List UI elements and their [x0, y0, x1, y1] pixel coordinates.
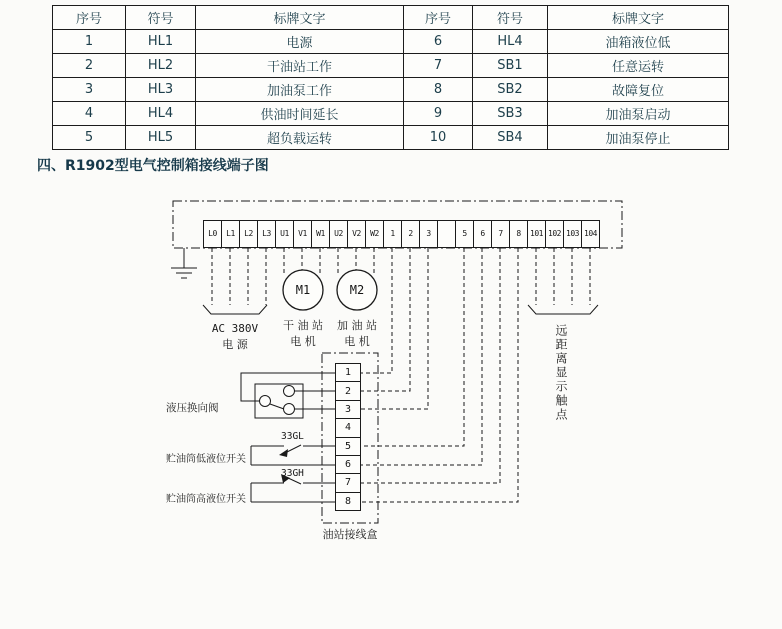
cell-index: 3 — [53, 78, 126, 102]
motor1-label-line1: 干 油 站 — [283, 319, 323, 332]
col-header: 序号 — [53, 6, 126, 30]
junction-terminal-block — [335, 363, 361, 511]
cell-text: 油箱液位低 — [548, 30, 729, 54]
cell-index: 4 — [53, 102, 126, 126]
power-supply-line2: 电 源 — [222, 338, 248, 351]
junction-terminal-3: 3 — [336, 400, 360, 418]
cell-text: 干油站工作 — [196, 54, 404, 78]
terminal-L1: L1 — [221, 220, 240, 248]
terminal-3: 3 — [419, 220, 438, 248]
motor1-wires — [284, 248, 320, 273]
motor2-label-line1: 加 油 站 — [337, 319, 377, 332]
cell-text: 故障复位 — [548, 78, 729, 102]
cell-index: 7 — [404, 54, 473, 78]
valve-lower-contact — [284, 404, 295, 415]
motor1-label-line2: 电 机 — [290, 335, 316, 348]
terminal-6: 6 — [473, 220, 492, 248]
terminal-blank — [437, 220, 456, 248]
terminal-104: 104 — [581, 220, 600, 248]
terminal-8: 8 — [509, 220, 528, 248]
valve-upper-contact — [284, 386, 295, 397]
junction-terminal-2: 2 — [336, 381, 360, 399]
col-header: 序号 — [404, 6, 473, 30]
motor2-label — [317, 318, 397, 350]
motor2-name: M2 — [349, 283, 365, 297]
junction-terminal-8: 8 — [336, 492, 360, 510]
cell-text: 加油泵停止 — [548, 126, 729, 150]
cell-symbol: SB1 — [473, 54, 548, 78]
cell-symbol: HL5 — [126, 126, 196, 150]
terminal-V1: V1 — [293, 220, 312, 248]
cell-symbol: HL4 — [473, 30, 548, 54]
terminal-7: 7 — [491, 220, 510, 248]
power-wires — [212, 248, 266, 305]
terminal-W1: W1 — [311, 220, 330, 248]
terminal-2: 2 — [401, 220, 420, 248]
cell-symbol: HL3 — [126, 78, 196, 102]
cell-text: 超负载运转 — [196, 126, 404, 150]
junction-terminal-5: 5 — [336, 437, 360, 455]
cell-symbol: SB3 — [473, 102, 548, 126]
junction-terminal-7: 7 — [336, 473, 360, 491]
valve-common-contact — [260, 396, 271, 407]
valve-contact-group — [241, 373, 335, 418]
terminal-5: 5 — [455, 220, 474, 248]
terminal-101: 101 — [527, 220, 546, 248]
power-brace — [203, 305, 267, 314]
low-switch-tag: 33GL — [281, 431, 304, 442]
terminal-V2: V2 — [347, 220, 366, 248]
cell-text: 加油泵启动 — [548, 102, 729, 126]
ground-icon — [171, 248, 197, 278]
terminal-L3: L3 — [257, 220, 276, 248]
terminal-U1: U1 — [275, 220, 294, 248]
cell-text: 加油泵工作 — [196, 78, 404, 102]
power-supply-line1: AC 380V — [211, 322, 259, 335]
section-heading: 四、R1902型电气控制箱接线端子图 — [37, 158, 269, 174]
junction-terminal-4: 4 — [336, 418, 360, 436]
terminal-L0: L0 — [203, 220, 222, 248]
remote-display-brace — [528, 305, 598, 314]
cell-index: 9 — [404, 102, 473, 126]
cell-symbol: HL1 — [126, 30, 196, 54]
col-header: 标牌文字 — [196, 6, 404, 30]
cell-text: 电源 — [196, 30, 404, 54]
terminal-103: 103 — [563, 220, 582, 248]
remote-display-wires — [536, 248, 590, 305]
cell-index: 6 — [404, 30, 473, 54]
junction-terminal-6: 6 — [336, 455, 360, 473]
col-header: 标牌文字 — [548, 6, 729, 30]
motor2-wires — [338, 248, 374, 273]
motor2-label-line2: 电 机 — [344, 335, 370, 348]
cell-text: 任意运转 — [548, 54, 729, 78]
cell-symbol: HL2 — [126, 54, 196, 78]
terminal-1: 1 — [383, 220, 402, 248]
cell-text: 供油时间延长 — [196, 102, 404, 126]
low-switch-label: 贮油筒低液位开关 — [166, 454, 246, 465]
cell-index: 1 — [53, 30, 126, 54]
high-switch-label: 贮油筒高液位开关 — [166, 494, 246, 505]
junction-box-label: 油站接线盒 — [322, 528, 378, 541]
terminal-U2: U2 — [329, 220, 348, 248]
cell-symbol: SB2 — [473, 78, 548, 102]
remote-display-label: 远距离显示触点 — [554, 324, 568, 422]
col-header: 符号 — [473, 6, 548, 30]
valve-label: 液压换向阀 — [166, 402, 219, 414]
junction-terminal-1: 1 — [344, 367, 352, 379]
junction-wires — [361, 248, 518, 502]
motor1-name: M1 — [295, 283, 311, 297]
valve-switch-arm — [270, 404, 284, 409]
cell-symbol: SB4 — [473, 126, 548, 150]
cell-index: 10 — [404, 126, 473, 150]
terminal-L2: L2 — [239, 220, 258, 248]
terminal-102: 102 — [545, 220, 564, 248]
high-switch-tag: 33GH — [281, 468, 304, 479]
cell-symbol: HL4 — [126, 102, 196, 126]
cell-index: 5 — [53, 126, 126, 150]
cell-index: 8 — [404, 78, 473, 102]
terminal-W2: W2 — [365, 220, 384, 248]
cell-index: 2 — [53, 54, 126, 78]
col-header: 符号 — [126, 6, 196, 30]
